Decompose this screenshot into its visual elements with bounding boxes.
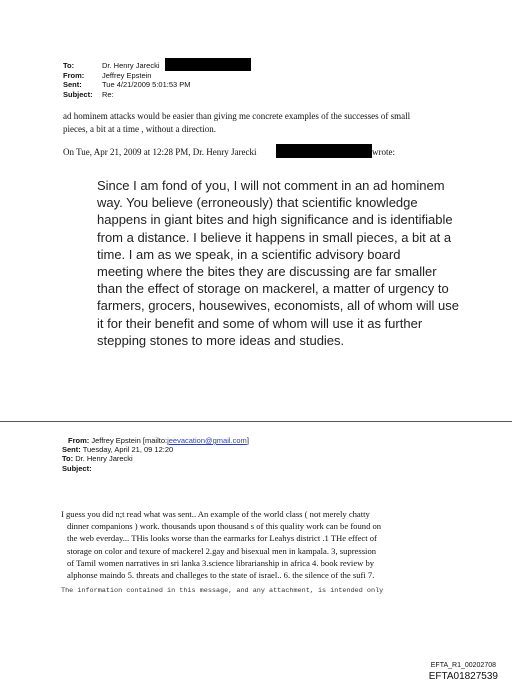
quoted-line: way. You believe (erroneously) that scientific knowledge (97, 195, 418, 211)
quoted-line: stepping stones to more ideas and studies. (97, 332, 345, 348)
forwarded-line: storage on color and texure of mackerel 2.gay and bisexual men in kampala. 3, supression (67, 545, 377, 556)
quoted-body (97, 177, 459, 349)
quoted-line: meeting where the bites they are discussing are far smaller (97, 264, 437, 280)
forwarded-line: I guess you did n;t read what was sent.. An example of the world class ( not merely chatty (61, 509, 370, 519)
quoted-line: from a distance. I believe it happens in small pieces, a bit at a (97, 229, 452, 245)
quote-intro-suffix: wrote: (372, 147, 395, 157)
fwd-to-label: To: (62, 454, 74, 464)
to-value: Dr. Henry Jarecki (102, 61, 160, 70)
to-label: To: (63, 61, 75, 70)
from-label: From: (63, 70, 85, 80)
divider (0, 421, 512, 422)
fwd-from-close: ] (246, 436, 249, 445)
fwd-from-label: From: (68, 436, 90, 445)
quoted-line: Since I am fond of you, I will not comment in an ad hominem (97, 178, 445, 193)
fwd-subject-label: Subject: (62, 463, 92, 473)
fwd-sent-value: Tuesday, April 21, 09 12:20 (82, 445, 174, 455)
quoted-line: it for their benefit and some of whom will use it as further (97, 315, 423, 331)
quoted-line: time. I am as we speak, in a scientific advisory board (97, 246, 401, 262)
redaction-bar (276, 144, 372, 158)
sent-value: Tue 4/21/2009 5:01:53 PM (102, 80, 191, 89)
forwarded-line: of Tamil women narratives in sri lanka 3.science librarianship in africa 4. book review by (67, 557, 375, 568)
fwd-from-email-link[interactable]: jeevacation@gmail.com (167, 436, 247, 445)
forwarded-line: dinner companions ) work. thousands upon thousand s of this quality work can be found on (67, 521, 382, 532)
quote-intro (63, 146, 257, 158)
quoted-line: than the effect of storage on mackerel, a matter of urgency to (97, 281, 449, 297)
disclaimer: The information contained in this message, and any attachment, is intended only (61, 587, 384, 595)
forwarded-body (61, 508, 381, 581)
reply-body (63, 110, 410, 135)
quote-intro-prefix: On Tue, Apr 21, 2009 at 12:28 PM, Dr. Henry Jarecki (63, 147, 257, 157)
sent-label: Sent: (63, 80, 82, 89)
bates-number-large: EFTA01827539 (428, 671, 498, 682)
from-value: Jeffrey Epstein (102, 70, 152, 80)
reply-line: ad hominem attacks would be easier than giving me concrete examples of the successes of small (63, 111, 411, 121)
forwarded-line: alphonse maindo 5. threats and challeges to the state of israel.. 6. the silence of the sufi 7. (67, 570, 375, 581)
fwd-to-value: Dr. Henry Jarecki (75, 454, 133, 464)
bates-number-small: EFTA_R1_00202708 (430, 662, 496, 669)
fwd-sent-label: Sent: (62, 445, 81, 455)
quoted-line: farmers, grocers, housewives, economists, all of whom will use (97, 298, 459, 314)
redaction-bar (165, 58, 251, 71)
forwarded-header (62, 436, 249, 473)
subject-value: Re: (102, 89, 114, 99)
reply-line: pieces, a bit at a time , without a direction. (63, 123, 216, 134)
quoted-line: happens in giant bites and high significance and is identifiable (97, 212, 453, 228)
forwarded-line: the web everday... THis looks worse than the earmarks for Leahys district .1 THe effect of (67, 533, 377, 544)
fwd-from-value: Jeffrey Epstein [mailto: (91, 436, 168, 445)
subject-label: Subject: (63, 89, 93, 99)
